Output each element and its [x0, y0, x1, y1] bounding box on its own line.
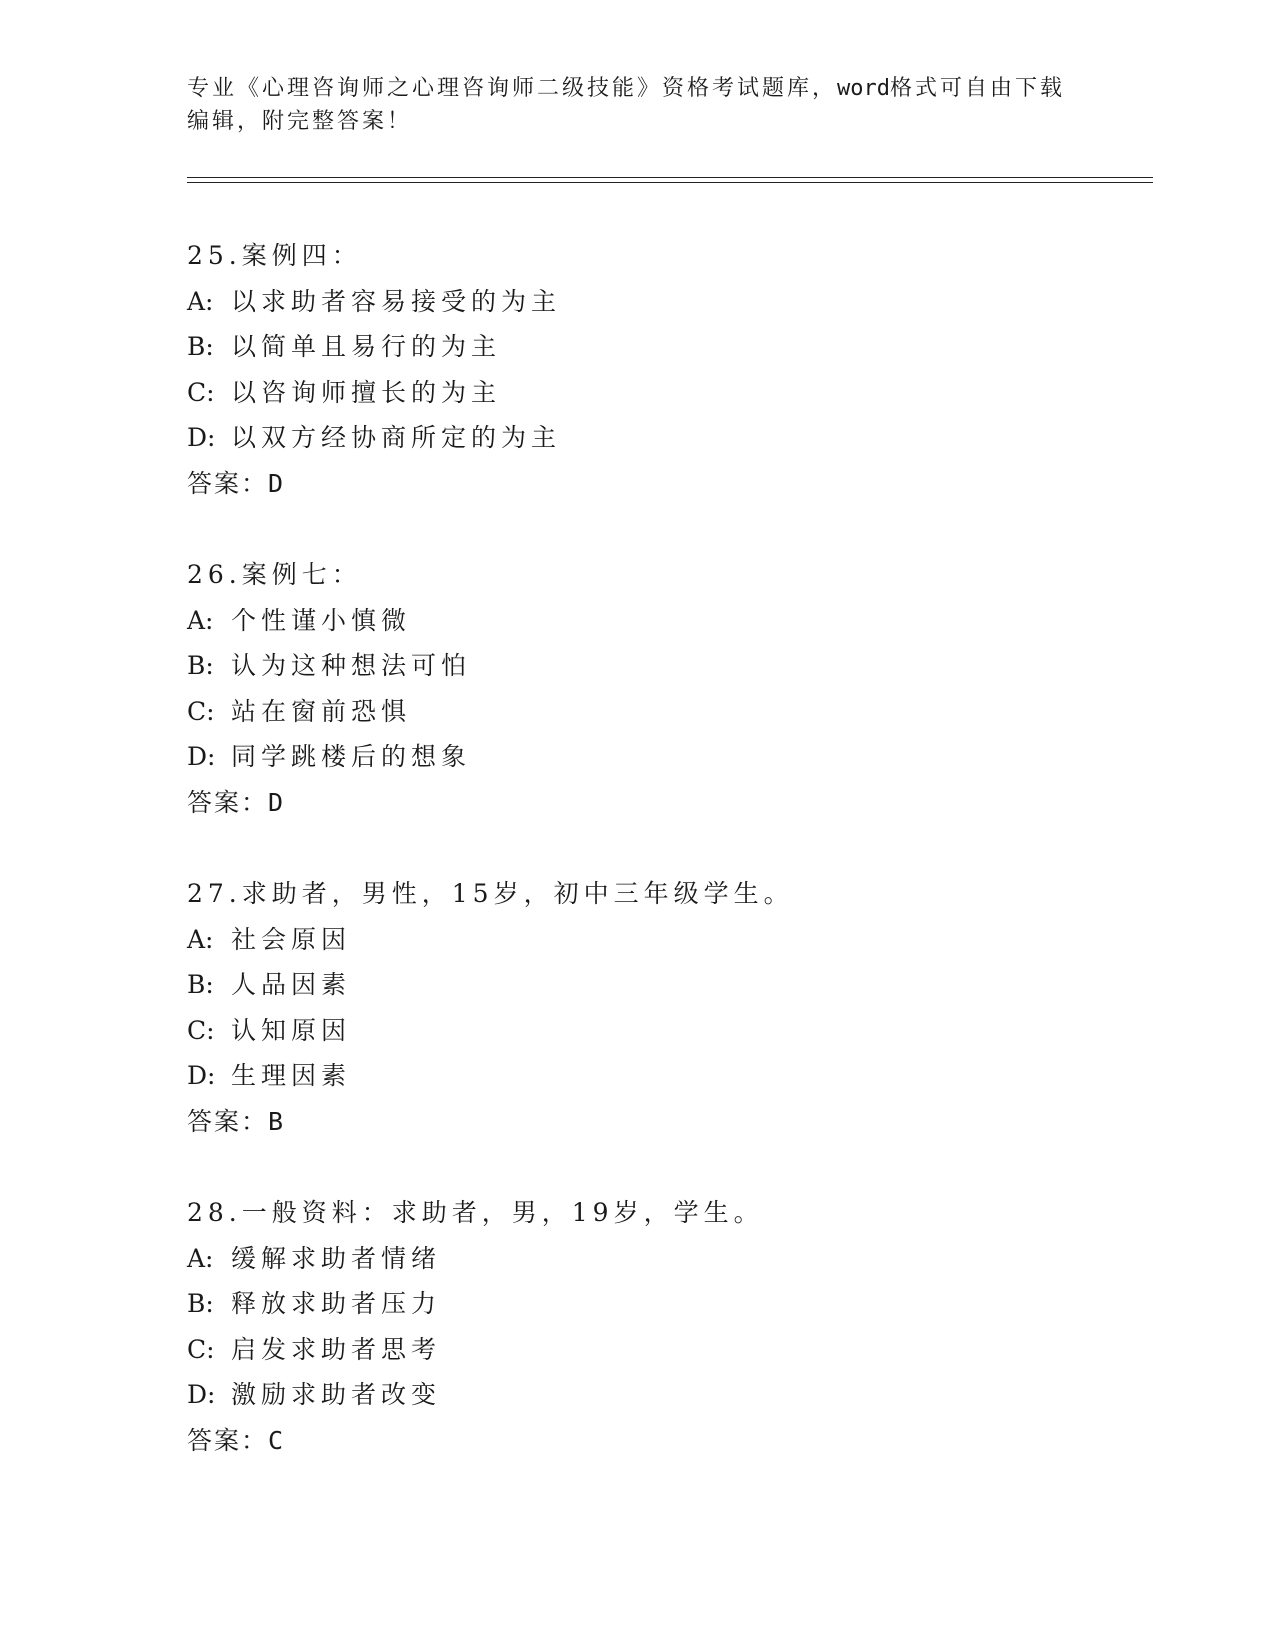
- header-divider-bottom: [187, 182, 1153, 183]
- option-text: 认知原因: [231, 1015, 352, 1045]
- option-a: [187, 917, 1147, 963]
- option-letter: D:: [187, 742, 216, 771]
- answer-value: C: [268, 1425, 284, 1455]
- option-letter: B:: [187, 651, 214, 680]
- option-letter: C:: [187, 1334, 215, 1364]
- option-letter: B:: [187, 332, 214, 361]
- option-d: [187, 1372, 1147, 1418]
- option-letter: C:: [187, 377, 215, 407]
- option-letter: A:: [187, 924, 214, 954]
- answer-label: 答案：: [187, 1106, 269, 1136]
- answer-value: D: [268, 468, 284, 498]
- question-stem: 28.一般资料：求助者，男，19岁，学生。: [187, 1198, 764, 1227]
- option-c: [187, 689, 1147, 735]
- option-letter: C:: [187, 1015, 215, 1045]
- header-line-2: 编辑，附完整答案！: [187, 109, 413, 134]
- answer-value: D: [268, 787, 284, 817]
- option-text: 以双方经协商所定的为主: [231, 423, 562, 452]
- question-27: [187, 871, 1147, 1144]
- header-line-1: [187, 72, 1087, 105]
- option-letter: A:: [187, 286, 214, 316]
- option-text: 启发求助者思考: [231, 1334, 442, 1364]
- option-d: [187, 415, 1147, 461]
- option-text: 站在窗前恐惧: [231, 696, 412, 726]
- option-letter: A:: [187, 605, 214, 635]
- option-text: 以咨询师擅长的为主: [231, 377, 502, 407]
- option-text: 人品因素: [231, 970, 352, 999]
- header-divider-top: [187, 177, 1153, 178]
- answer-line: [187, 1099, 1147, 1145]
- answer-line: [187, 1418, 1147, 1464]
- question-26: [187, 552, 1147, 825]
- option-letter: D:: [187, 1380, 216, 1409]
- option-letter: B:: [187, 1289, 214, 1318]
- answer-value: B: [268, 1106, 284, 1136]
- option-d: [187, 734, 1147, 780]
- option-a: [187, 598, 1147, 644]
- question-28: [187, 1190, 1147, 1463]
- option-text: 以简单且易行的为主: [231, 332, 502, 361]
- option-text: 同学跳楼后的想象: [231, 742, 472, 771]
- header-text-1a: 专业《心理咨询师之心理咨询师二级技能》资格考试题库，: [187, 76, 838, 101]
- option-a: [187, 279, 1147, 325]
- option-c: [187, 370, 1147, 416]
- option-text: 激励求助者改变: [231, 1380, 442, 1409]
- answer-label: 答案：: [187, 1425, 269, 1455]
- option-d: [187, 1053, 1147, 1099]
- option-text: 生理因素: [231, 1061, 352, 1090]
- option-a: [187, 1236, 1147, 1282]
- option-letter: D:: [187, 1061, 216, 1090]
- option-b: [187, 1281, 1147, 1327]
- option-text: 以求助者容易接受的为主: [231, 286, 562, 316]
- question-stem: 25.案例四：: [187, 241, 362, 270]
- option-letter: D:: [187, 423, 216, 452]
- option-letter: B:: [187, 970, 214, 999]
- option-c: [187, 1008, 1147, 1054]
- option-text: 个性谨小慎微: [231, 605, 412, 635]
- option-letter: C:: [187, 696, 215, 726]
- question-25: [187, 233, 1147, 506]
- option-text: 认为这种想法可怕: [231, 651, 472, 680]
- option-text: 释放求助者压力: [231, 1289, 442, 1318]
- header-text-word: word: [837, 76, 890, 101]
- question-stem: 27.求助者，男性，15岁，初中三年级学生。: [187, 879, 794, 908]
- answer-label: 答案：: [187, 787, 269, 817]
- document-header: [187, 72, 1087, 138]
- option-b: [187, 643, 1147, 689]
- question-stem: 26.案例七：: [187, 560, 362, 589]
- header-text-1c: 格式可自由下载: [890, 76, 1066, 101]
- option-text: 社会原因: [231, 924, 352, 954]
- option-c: [187, 1327, 1147, 1373]
- option-b: [187, 962, 1147, 1008]
- option-letter: A:: [187, 1243, 214, 1273]
- answer-line: [187, 461, 1147, 507]
- answer-line: [187, 780, 1147, 826]
- option-text: 缓解求助者情绪: [231, 1243, 442, 1273]
- answer-label: 答案：: [187, 468, 269, 498]
- option-b: [187, 324, 1147, 370]
